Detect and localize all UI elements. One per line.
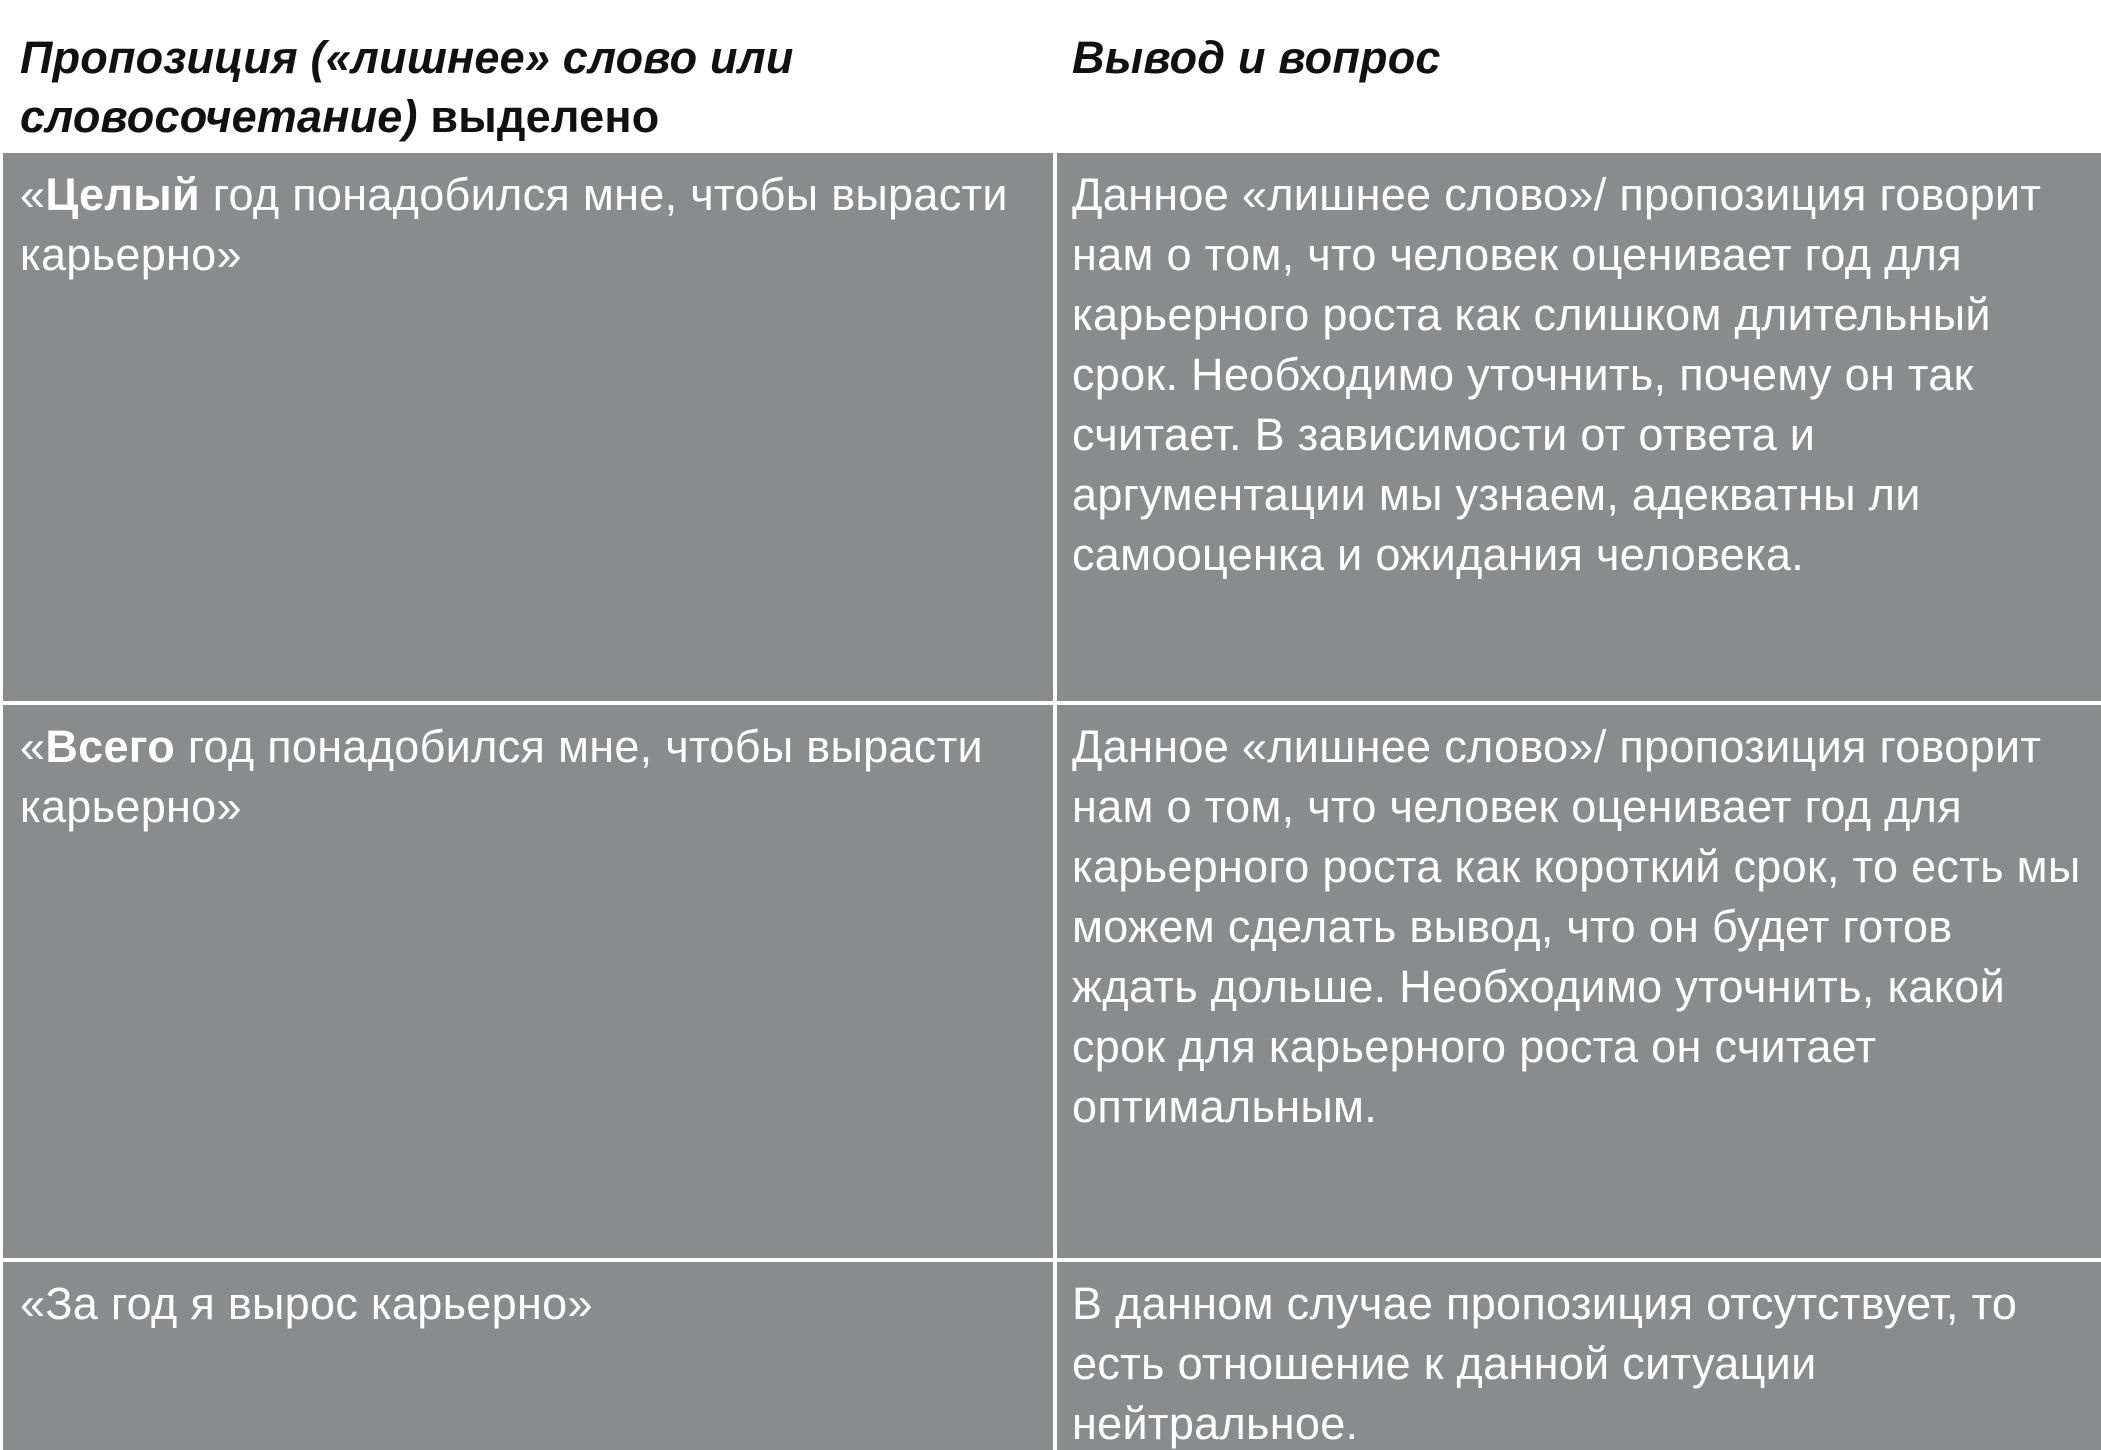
table-body xyxy=(0,150,2101,1450)
header-column-proposition-italic: Пропозиция («лишнее» слово или словосочетание) xyxy=(20,32,794,142)
conclusion-text: Данное «лишнее слово»/ пропозиция говорит нам о том, что человек оценивает год для карьерного роста как слишком длительный срок. Необходимо уточнить, почему он так считает. В зависимости от ответа и аргументации мы узнаем, адекватны ли самооценка и ожидания человека. xyxy=(1072,169,2042,580)
table-header xyxy=(0,0,2101,150)
proposition-rest: год понадобился мне, чтобы вырасти карьерно» xyxy=(20,169,1008,280)
table-row-3-proposition xyxy=(3,1262,1053,1450)
proposition-text xyxy=(20,717,1043,837)
proposition-rest: «За год я вырос карьерно» xyxy=(20,1278,593,1329)
header-column-proposition xyxy=(20,28,1030,146)
conclusion-text: Данное «лишнее слово»/ пропозиция говорит нам о том, что человек оценивает год для карьерного роста как короткий срок, то есть мы можем сделать вывод, что он будет готов ждать дольше. Необходимо уточнить, какой срок для карьерного роста он считает оптимальным. xyxy=(1072,721,2081,1132)
proposition-text xyxy=(20,165,1043,285)
quote-open: « xyxy=(20,721,46,772)
proposition-text xyxy=(20,1274,1043,1334)
highlighted-word: Целый xyxy=(45,169,200,220)
header-column-proposition-bold: выделено xyxy=(430,91,660,142)
table-row-2-conclusion xyxy=(1057,705,2101,1258)
header-column-conclusion: Вывод и вопрос xyxy=(1072,32,1441,83)
table-row-3-conclusion xyxy=(1057,1262,2101,1450)
conclusion-text: В данном случае пропозиция отсутствует, то есть отношение к данной ситуации нейтральное. xyxy=(1072,1278,2018,1449)
highlighted-word: Всего xyxy=(45,721,176,772)
quote-open: « xyxy=(20,169,46,220)
table-row-2-proposition xyxy=(3,705,1053,1258)
table-row-1-proposition xyxy=(3,153,1053,701)
table-row-1-conclusion xyxy=(1057,153,2101,701)
proposition-rest: год понадобился мне, чтобы вырасти карьерно» xyxy=(20,721,983,832)
